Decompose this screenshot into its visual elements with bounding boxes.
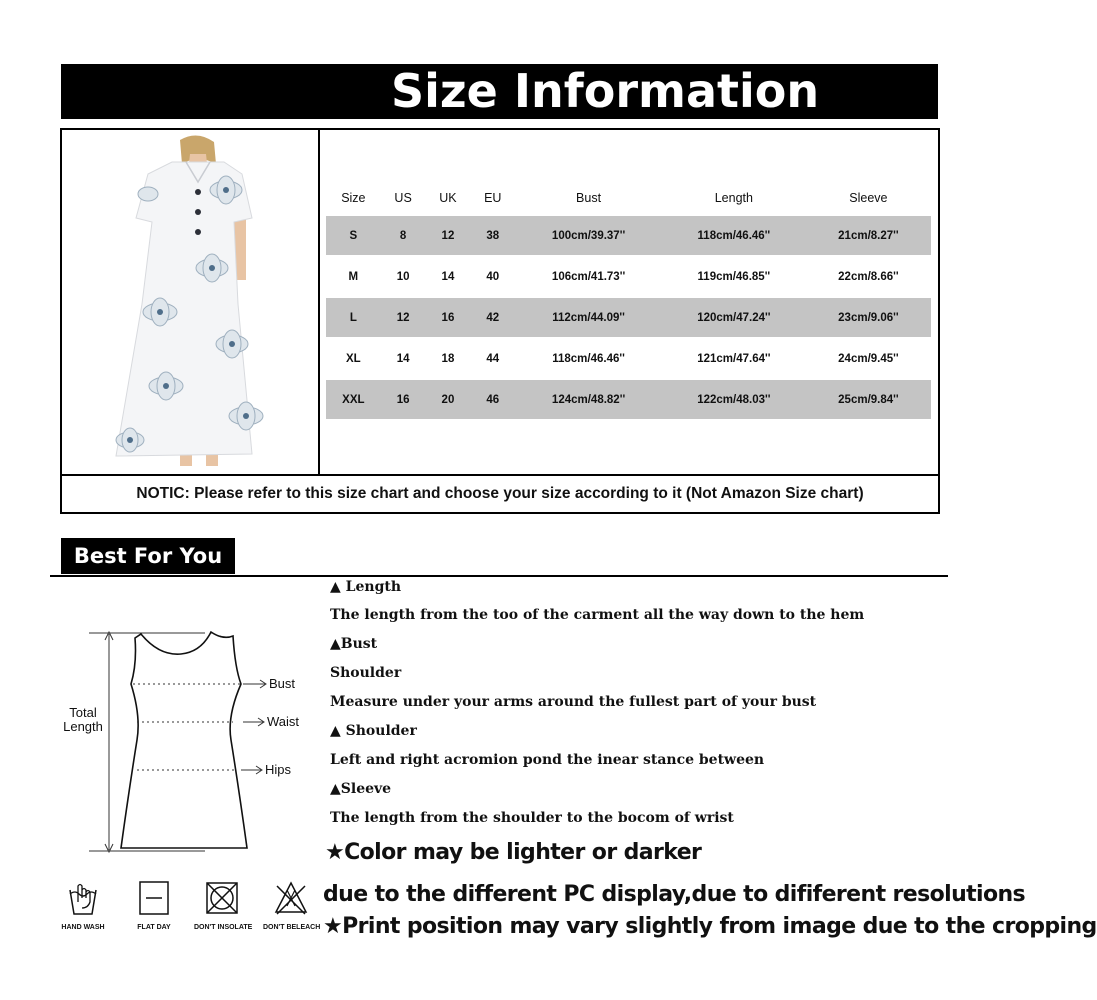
table-cell: XXL xyxy=(326,379,381,420)
table-cell: 40 xyxy=(470,256,515,297)
care-hand-wash xyxy=(55,880,111,931)
table-row xyxy=(326,297,931,338)
table-header-row xyxy=(326,180,931,216)
column-header: UK xyxy=(439,191,457,205)
measurement-diagram xyxy=(55,620,315,860)
table-cell: 44 xyxy=(470,338,515,379)
size-table xyxy=(326,180,931,421)
definition-heading: ▲Sleeve xyxy=(330,781,392,797)
table-cell: 119cm/46.85'' xyxy=(662,256,806,297)
table-cell: 14 xyxy=(381,338,426,379)
do-not-bleach-icon xyxy=(273,880,309,916)
definition-text: The length from the shoulder to the bocom of wrist xyxy=(330,810,734,826)
table-cell: 106cm/41.73'' xyxy=(515,256,662,297)
column-header: US xyxy=(394,191,412,205)
total-length-label-line: Total xyxy=(69,705,97,720)
bust-label: Bust xyxy=(269,676,296,691)
table-cell: 122cm/48.03'' xyxy=(662,379,806,420)
do-not-tumble-icon xyxy=(204,880,240,916)
table-cell: L xyxy=(326,297,381,338)
color-note: ★Color may be lighter or darker xyxy=(325,840,702,865)
print-note: ★Print position may vary slightly from image due to the cropping xyxy=(323,914,1097,939)
title-banner xyxy=(61,64,938,119)
table-cell: 120cm/47.24'' xyxy=(662,297,806,338)
definition-heading: ▲Bust xyxy=(330,636,378,652)
table-cell: 24cm/9.45'' xyxy=(806,338,931,379)
care-label: DON'T INSOLATE xyxy=(194,924,253,931)
table-row xyxy=(326,338,931,379)
hand-wash-icon xyxy=(66,880,100,916)
care-do-not-bleach xyxy=(263,880,319,931)
table-cell: XL xyxy=(326,338,381,379)
panel-divider xyxy=(318,130,320,474)
table-row xyxy=(326,379,931,420)
table-cell: 23cm/9.06'' xyxy=(806,297,931,338)
hips-label: Hips xyxy=(265,762,292,777)
dress-photo xyxy=(102,134,282,470)
care-label: DON'T BELEACH xyxy=(263,924,321,931)
table-cell: 18 xyxy=(426,338,471,379)
display-note: due to the different PC display,due to dififerent resolutions xyxy=(323,882,1026,907)
column-header: Length xyxy=(714,191,753,205)
table-cell: M xyxy=(326,256,381,297)
table-cell: 118cm/46.46'' xyxy=(662,216,806,256)
table-row xyxy=(326,216,931,256)
column-header: Bust xyxy=(576,191,602,205)
table-cell: 118cm/46.46'' xyxy=(515,338,662,379)
column-header: Size xyxy=(341,191,366,205)
size-panel xyxy=(60,128,940,514)
definition-heading: Shoulder xyxy=(330,665,402,681)
table-cell: 22cm/8.66'' xyxy=(806,256,931,297)
definition-heading: ▲ Length xyxy=(330,579,402,595)
table-cell: 38 xyxy=(470,216,515,256)
dress-outline-icon xyxy=(55,620,315,860)
table-cell: 100cm/39.37'' xyxy=(515,216,662,256)
column-header: Sleeve xyxy=(849,191,888,205)
total-length-label-line: Length xyxy=(63,719,103,734)
table-cell: 21cm/8.27'' xyxy=(806,216,931,256)
table-cell: 16 xyxy=(426,297,471,338)
care-label: HAND WASH xyxy=(61,924,105,931)
table-cell: 8 xyxy=(381,216,426,256)
care-do-not-tumble xyxy=(194,880,253,931)
table-cell: 124cm/48.82'' xyxy=(515,379,662,420)
definition-heading: ▲ Shoulder xyxy=(330,723,417,739)
definition-text: Left and right acromion pond the inear stance between xyxy=(330,752,765,768)
total-length-label xyxy=(55,706,111,734)
table-cell: 46 xyxy=(470,379,515,420)
table-cell: 12 xyxy=(381,297,426,338)
table-cell: S xyxy=(326,216,381,256)
table-cell: 10 xyxy=(381,256,426,297)
table-cell: 16 xyxy=(381,379,426,420)
table-cell: 20 xyxy=(426,379,471,420)
size-notice: NOTIC: Please refer to this size chart and choose your size according to it (Not Amazon Size chart) xyxy=(136,485,864,502)
table-cell: 14 xyxy=(426,256,471,297)
definition-text: Measure under your arms around the fullest part of your bust xyxy=(330,694,817,710)
flat-dry-icon xyxy=(137,880,171,916)
table-row xyxy=(326,256,931,297)
table-cell: 12 xyxy=(426,216,471,256)
table-cell: 25cm/9.84'' xyxy=(806,379,931,420)
care-flat-dry xyxy=(126,880,182,931)
definition-text: The length from the too of the carment all the way down to the hem xyxy=(330,607,865,623)
table-cell: 121cm/47.64'' xyxy=(662,338,806,379)
care-label: FLAT DAY xyxy=(137,924,171,931)
section-divider xyxy=(50,575,948,577)
waist-label: Waist xyxy=(267,714,300,729)
column-header: EU xyxy=(484,191,502,205)
section-title: Best For You xyxy=(61,538,235,574)
table-cell: 42 xyxy=(470,297,515,338)
table-cell: 112cm/44.09'' xyxy=(515,297,662,338)
page-title: Size Information xyxy=(391,64,820,118)
